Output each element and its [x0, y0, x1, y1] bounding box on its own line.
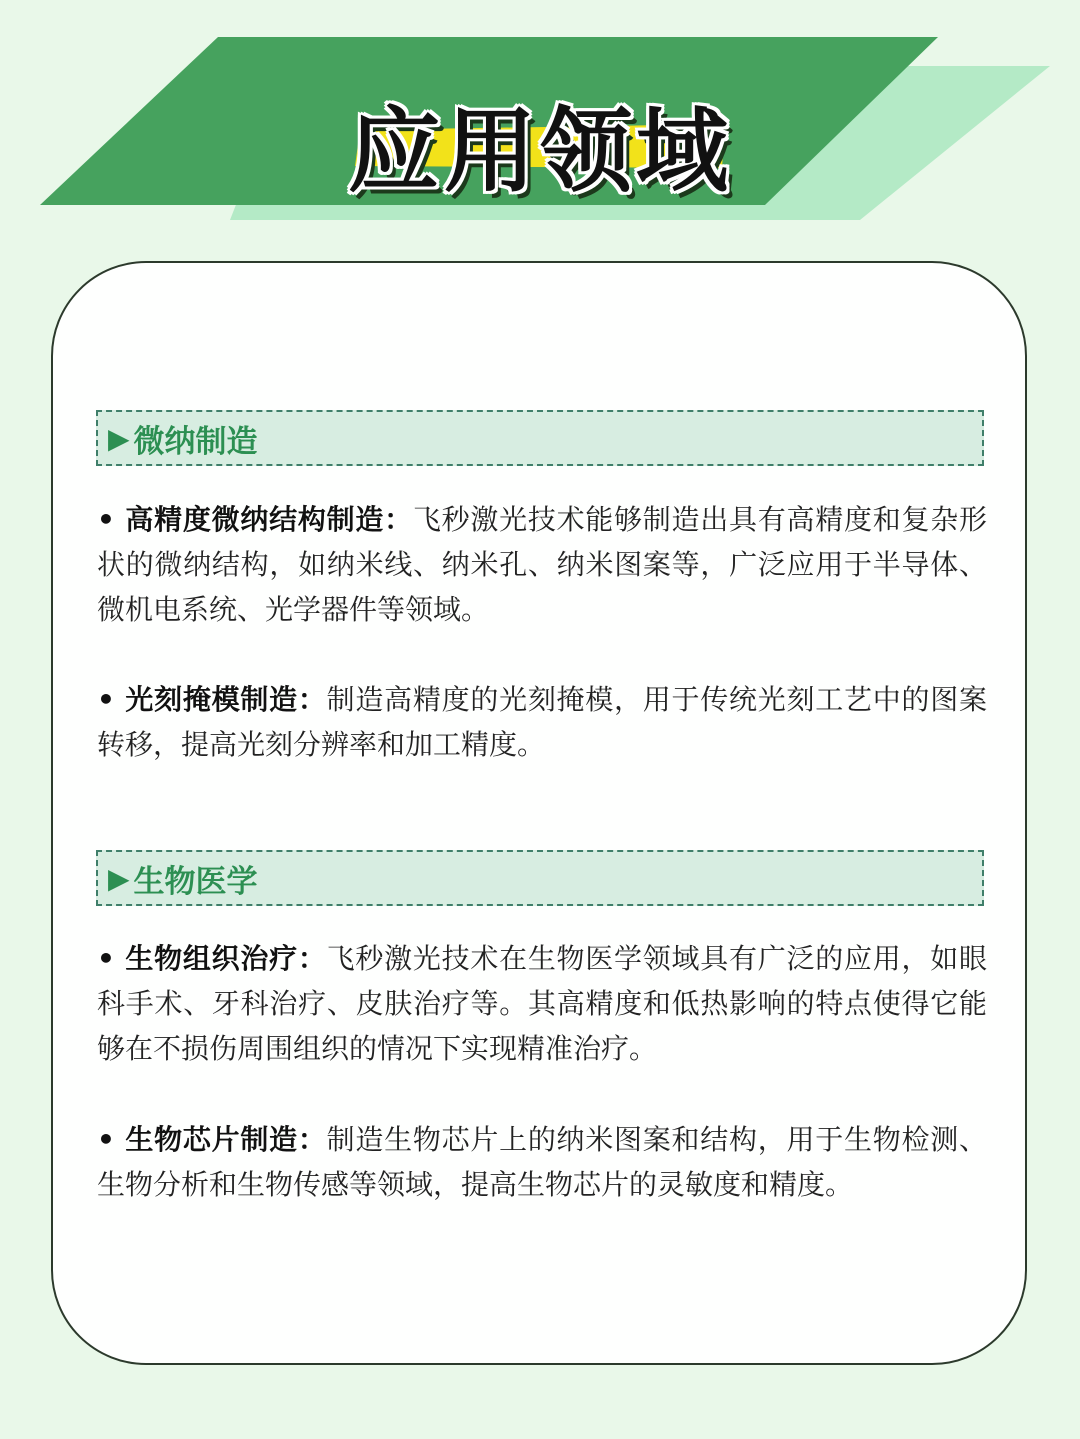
play-arrow-icon: ▶ — [108, 861, 130, 895]
list-item — [97, 936, 987, 1071]
title-banner — [0, 0, 1080, 240]
bullet-icon: • — [97, 1123, 126, 1156]
bullet-icon: • — [97, 503, 126, 536]
item-term: 光刻掩模制造： — [125, 683, 327, 716]
play-arrow-icon: ▶ — [108, 421, 130, 455]
item-term: 生物组织治疗： — [125, 942, 327, 975]
list-item — [97, 497, 987, 632]
list-item — [97, 677, 987, 767]
page-title: 应用领域 — [347, 98, 732, 205]
section-heading-biomedical — [96, 850, 984, 906]
item-text: 飞秒激光技术在生物医学领域具有广泛的应用，如眼科手术、牙科治疗、皮肤治疗等。其高精度和低热影响的特点使得它能够在不损伤周围组织的情况下实现精准治疗。 — [97, 942, 987, 1065]
item-term: 高精度微纳结构制造： — [125, 503, 413, 536]
section-heading-micro-nano — [96, 410, 984, 466]
list-item — [97, 1117, 987, 1207]
item-text: 飞秒激光技术能够制造出具有高精度和复杂形状的微纳结构，如纳米线、纳米孔、纳米图案等，广泛应用于半导体、微机电系统、光学器件等领域。 — [97, 503, 987, 626]
item-text: 制造生物芯片上的纳米图案和结构，用于生物检测、生物分析和生物传感等领域，提高生物芯片的灵敏度和精度。 — [97, 1123, 987, 1201]
bullet-icon: • — [97, 942, 126, 975]
bullet-icon: • — [97, 683, 126, 716]
section-heading-label: 微纳制造 — [133, 423, 258, 460]
item-term: 生物芯片制造： — [125, 1123, 327, 1156]
section-heading-label: 生物医学 — [133, 863, 258, 900]
item-text: 制造高精度的光刻掩模，用于传统光刻工艺中的图案转移，提高光刻分辨率和加工精度。 — [97, 683, 987, 761]
